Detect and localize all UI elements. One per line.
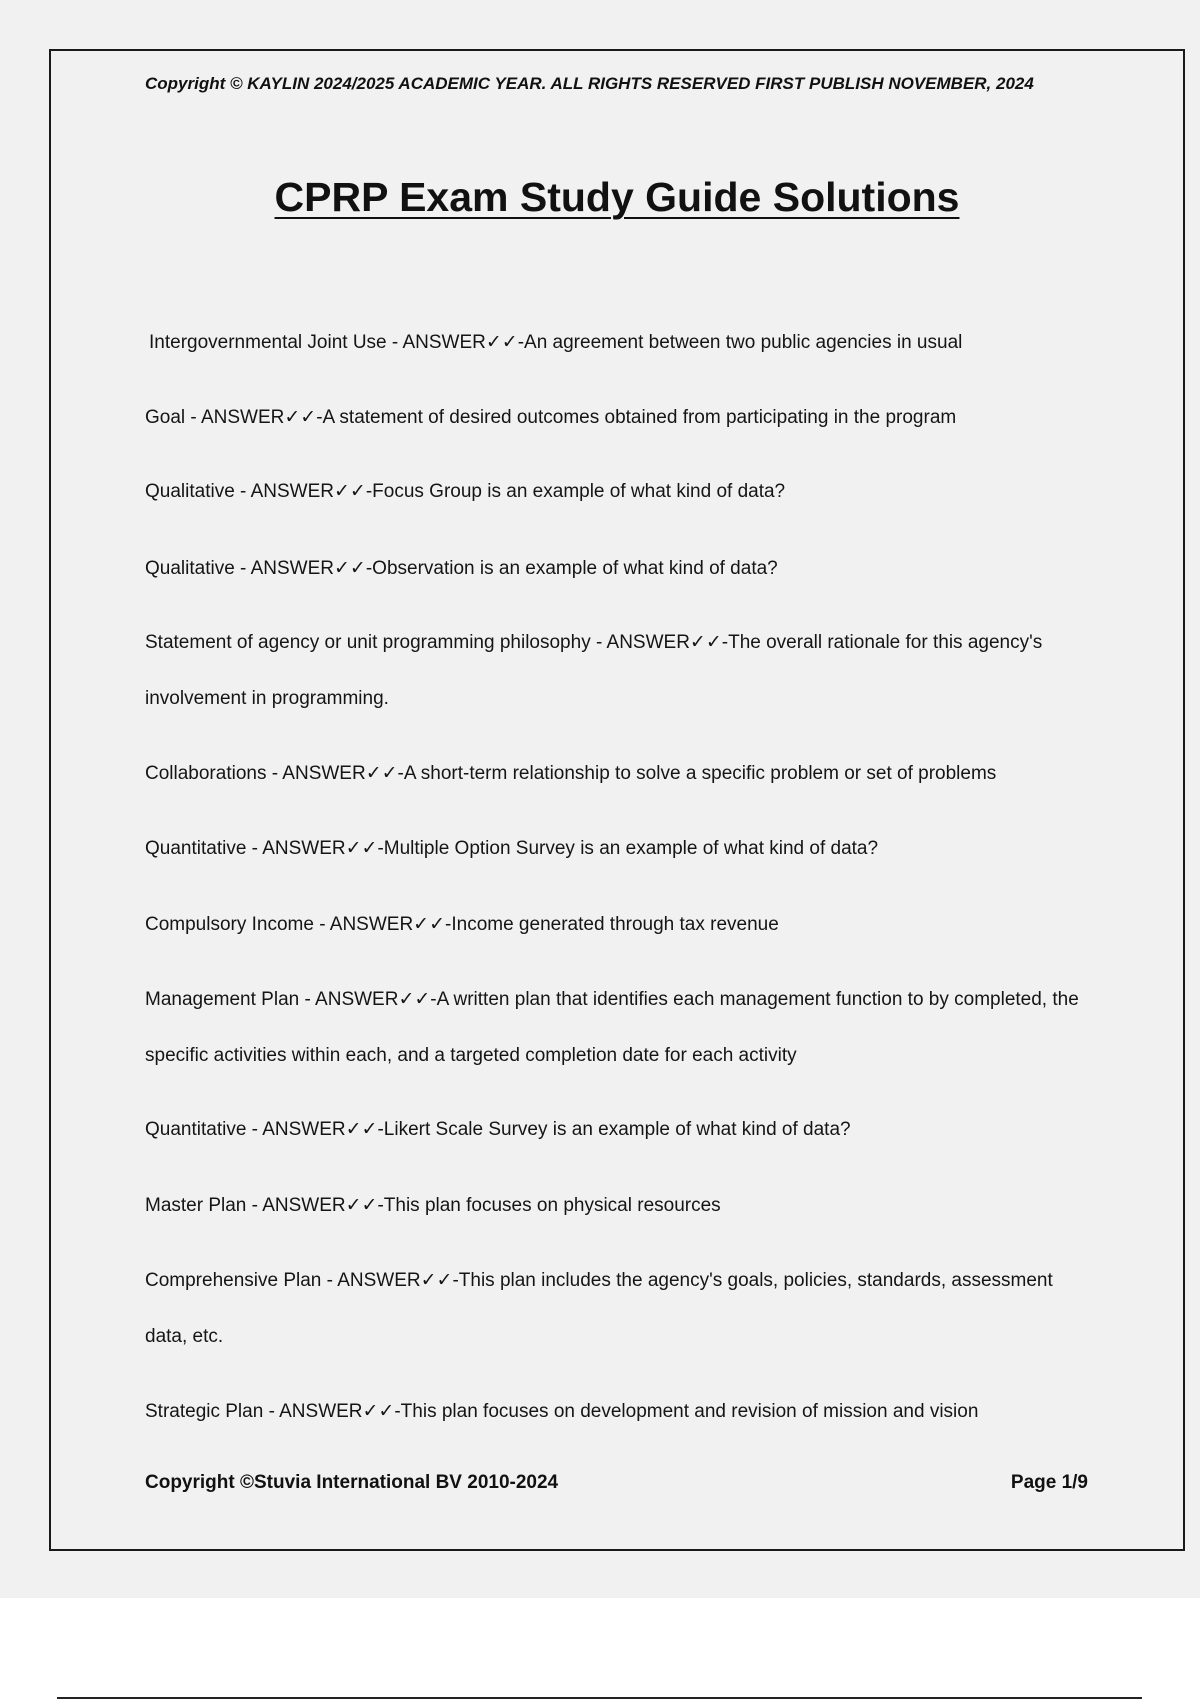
qa-entry: Comprehensive Plan - ANSWER✓✓-This plan includes the agency's goals, policies, standards, assessment data, etc. [145,1270,1053,1347]
qa-entry: Compulsory Income - ANSWER✓✓-Income generated through tax revenue [145,914,779,935]
header-copyright: Copyright © KAYLIN 2024/2025 ACADEMIC YEAR. ALL RIGHTS RESERVED FIRST PUBLISH NOVEMBER, 2024 [145,74,1034,93]
document-title [0,172,1200,222]
next-page-divider [57,1697,1142,1699]
qa-entry: Statement of agency or unit programming philosophy - ANSWER✓✓-The overall rationale for this agency's involvement in programming. [145,632,1043,709]
qa-entry: Quantitative - ANSWER✓✓-Likert Scale Survey is an example of what kind of data? [145,1119,851,1140]
qa-entry: Quantitative - ANSWER✓✓-Multiple Option Survey is an example of what kind of data? [145,838,879,859]
footer-copyright: Copyright ©Stuvia International BV 2010-2024 [145,1472,559,1493]
document-title-text: CPRP Exam Study Guide Solutions [274,174,960,220]
qa-entry: Qualitative - ANSWER✓✓-Observation is an example of what kind of data? [145,558,778,579]
page-number: Page 1/9 [1010,1472,1088,1493]
qa-entry: Qualitative - ANSWER✓✓-Focus Group is an example of what kind of data? [145,481,786,502]
qa-entry: Master Plan - ANSWER✓✓-This plan focuses on physical resources [145,1195,721,1216]
qa-entry: Collaborations - ANSWER✓✓-A short-term relationship to solve a specific problem or set of problems [145,763,997,784]
qa-entry: Strategic Plan - ANSWER✓✓-This plan focuses on development and revision of mission and vision [145,1401,979,1422]
qa-entry: Goal - ANSWER✓✓-A statement of desired outcomes obtained from participating in the program [145,407,957,428]
qa-entry: Management Plan - ANSWER✓✓-A written plan that identifies each management function to by completed, the specific activities within each, and a targeted completion date for each activity [145,989,1079,1066]
qa-entry: Intergovernmental Joint Use - ANSWER✓✓-An agreement between two public agencies in usual [149,332,963,353]
